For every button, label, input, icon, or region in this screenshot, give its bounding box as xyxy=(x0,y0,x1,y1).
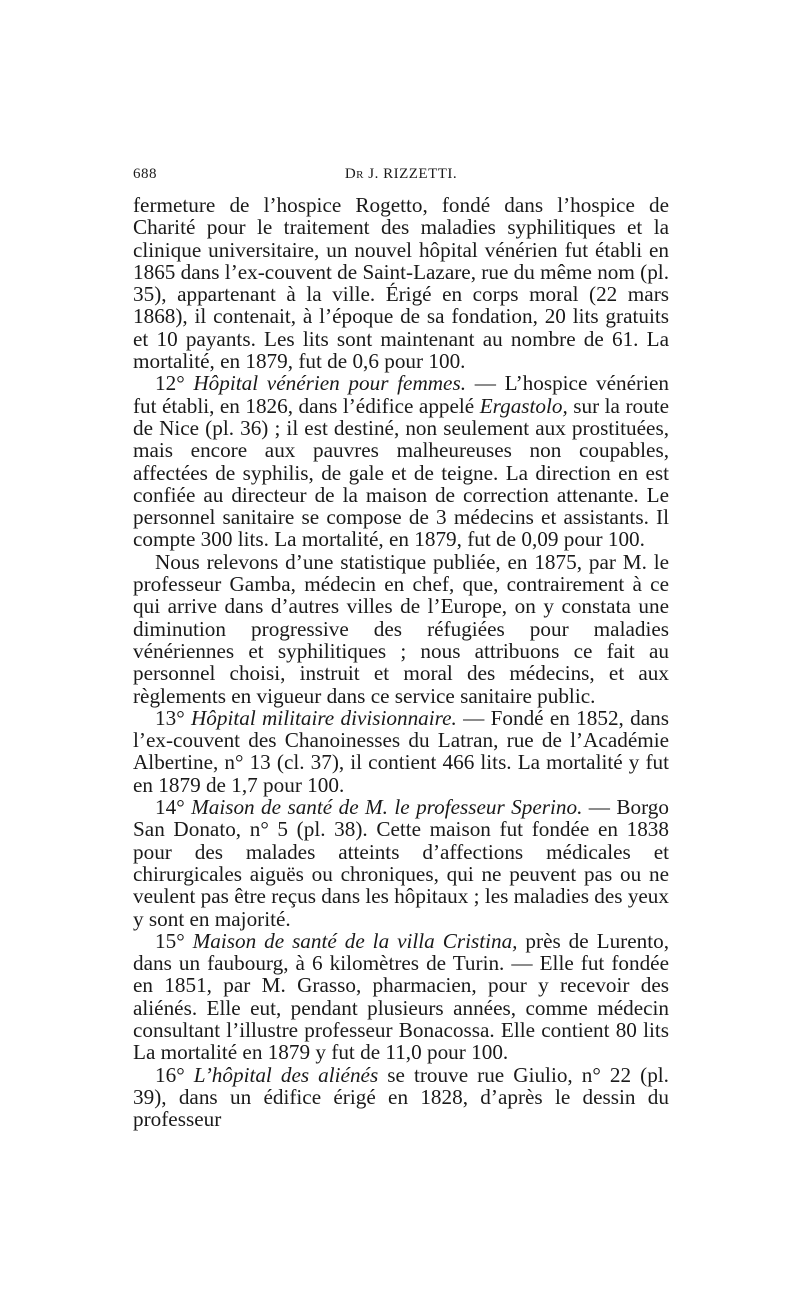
paragraph-text: fermeture de l’hospice Rogetto, fondé dans l’hospice de Charité pour le traitement des maladies syphilitiques et la clinique universitaire, un nouvel hôpital vénérien fut établi en 1865 dans l’ex-couvent de Saint-Lazare, rue du même nom (pl. 35), appartenant à la ville. Érigé en corps moral (22 mars 1868), il contenait, à l’époque de sa fondation, 20 lits gratuits et 10 payants. Les lits sont maintenant au nombre de 61. La mortalité, en 1879, fut de 0,6 pour 100. xyxy=(133,193,669,374)
italic-heading-text: Maison de santé de la villa Cristina, xyxy=(192,928,518,953)
paragraph-text: se trouve rue Giulio, n° 22 (pl. 39), dans un édifice érigé en 1828, d’après le dessin du professeur xyxy=(133,1062,669,1132)
italic-heading-text: Maison de santé de M. le professeur Sperino. xyxy=(191,795,583,820)
paragraph-p15 xyxy=(133,930,669,1064)
paragraph-text: 14° xyxy=(155,795,192,820)
paragraph-text: 12° xyxy=(155,371,194,396)
paragraph-p12b xyxy=(133,551,669,707)
paragraph-text: près de Lurento, dans un faubourg, à 6 kilomètres de Turin. — Elle fut fondée en 1851, par M. Grasso, pharmacien, pour y recevoir des aliénés. Elle eut, pendant plusieurs années, comme médecin consultant l’illustre professeur Bonacossa. Elle contient 80 lits La mortalité en 1879 y fut de 11,0 pour 100. xyxy=(133,928,669,1065)
italic-heading-text: Ergastolo, xyxy=(479,393,568,418)
paragraph-p13 xyxy=(133,707,669,796)
paragraph-p12 xyxy=(133,372,669,550)
paragraph-p14 xyxy=(133,796,669,930)
paragraph-text: 15° xyxy=(155,928,193,953)
paragraph-text: — Fondé en 1852, dans l’ex-couvent des Chanoinesses du Latran, rue de l’Académie Albertine, n° 13 (cl. 37), il contient 466 lits. La mortalité y fut en 1879 de 1,7 pour 100. xyxy=(133,705,669,797)
running-head xyxy=(133,166,669,188)
paragraph-text: sur la route de Nice (pl. 36) ; il est destiné, non seulement aux prostituées, mais encore aux pauvres malheureuses non coupables, affectées de syphilis, de gale et de teigne. La direction en est confiée au directeur de la maison de correction attenante. Le personnel sanitaire se compose de 3 médecins et assistants. Il compte 300 lits. La mortalité, en 1879, fut de 0,09 pour 100. xyxy=(133,393,669,552)
paragraph-p0 xyxy=(133,194,669,372)
italic-heading-text: L’hôpital des aliénés xyxy=(193,1062,379,1087)
paragraph-p16 xyxy=(133,1064,669,1131)
running-title: Dr J. RIZZETTI. xyxy=(344,166,458,182)
italic-heading-text: Hôpital vénérien pour femmes. xyxy=(193,371,466,396)
italic-heading-text: Hôpital militaire divisionnaire. xyxy=(190,705,457,730)
paragraph-text: 16° xyxy=(155,1062,194,1087)
body-text xyxy=(133,194,669,1130)
paragraph-text: 13° xyxy=(155,705,191,730)
paragraph-text: Nous relevons d’une statistique publiée, en 1875, par M. le professeur Gamba, médecin en chef, que, contrairement à ce qui arrive dans d’autres villes de l’Europe, on y constata une diminution progressive des réfugiées pour maladies vénériennes et syphilitiques ; nous attribuons ce fait au personnel choisi, instruit et moral des médecins, et aux règlements en vigueur dans ce service sanitaire public. xyxy=(133,549,669,708)
book-page xyxy=(133,166,669,1130)
page-number: 688 xyxy=(133,166,157,182)
paragraph-text: — Borgo San Donato, n° 5 (pl. 38). Cette maison fut fondée en 1838 pour des malades atteints d’affections médicales et chirurgicales aiguës ou chroniques, qui ne peuvent pas ou ne veulent pas être reçus dans les hôpitaux ; les maladies des yeux y sont en majorité. xyxy=(133,795,669,931)
paragraph-text: — L’hospice vénérien fut établi, en 1826, dans l’édifice appelé xyxy=(133,371,669,418)
